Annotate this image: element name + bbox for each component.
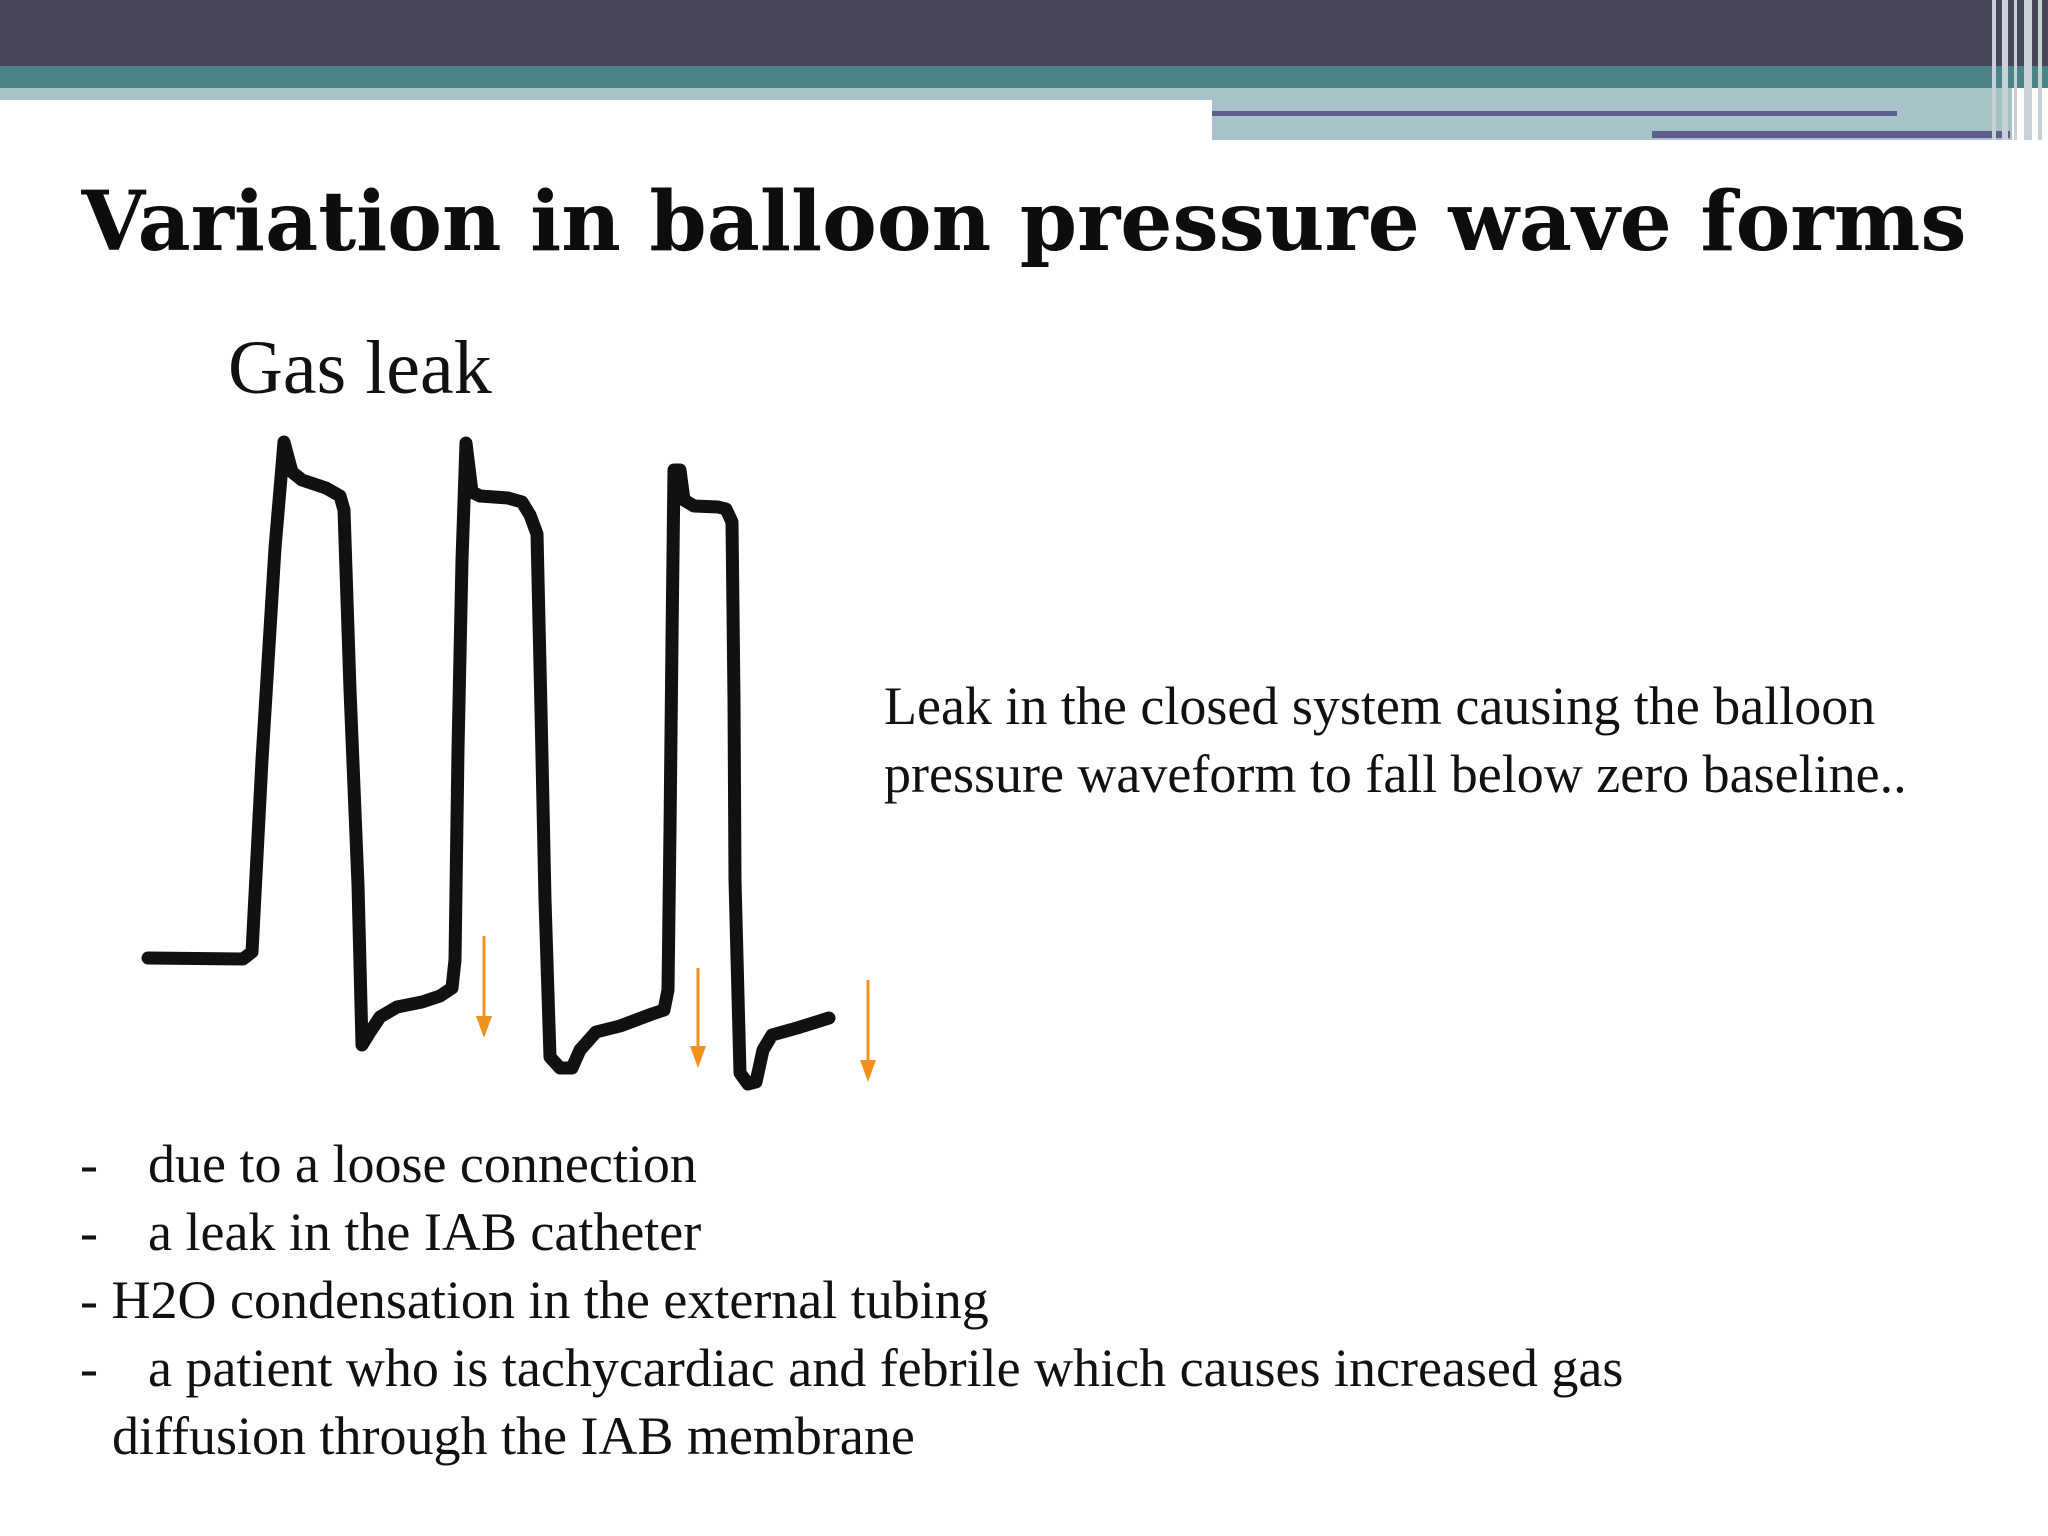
list-item-text: a patient who is tachycardiac and febrile which causes increased gas xyxy=(148,1338,1624,1398)
list-item-continuation: diffusion through the IAB membrane xyxy=(112,1406,915,1466)
list-item xyxy=(80,1198,1980,1266)
bullet-dash: - xyxy=(80,1134,98,1194)
list-item xyxy=(80,1334,1980,1470)
list-item-text: H2O condensation in the external tubing xyxy=(111,1270,989,1330)
waveform-description: Leak in the closed system causing the balloon pressure waveform to fall below zero baseline.. xyxy=(884,676,1907,804)
cause-list xyxy=(80,1130,1980,1470)
list-item-text: due to a loose connection xyxy=(148,1134,697,1194)
bullet-dash: - xyxy=(80,1202,98,1262)
arrow-down-icon xyxy=(476,936,492,1038)
bullet-dash: - xyxy=(80,1270,98,1330)
arrow-down-icon xyxy=(690,968,706,1068)
list-item-text: a leak in the IAB catheter xyxy=(148,1202,702,1262)
slide-title: Variation in balloon pressure wave forms xyxy=(81,174,1967,270)
slide-subtitle: Gas leak xyxy=(228,326,492,410)
waveform-trace xyxy=(148,442,829,1084)
list-item xyxy=(80,1266,1980,1334)
arrow-down-icon xyxy=(860,980,876,1082)
bullet-dash: - xyxy=(80,1338,98,1398)
list-item xyxy=(80,1130,1980,1198)
